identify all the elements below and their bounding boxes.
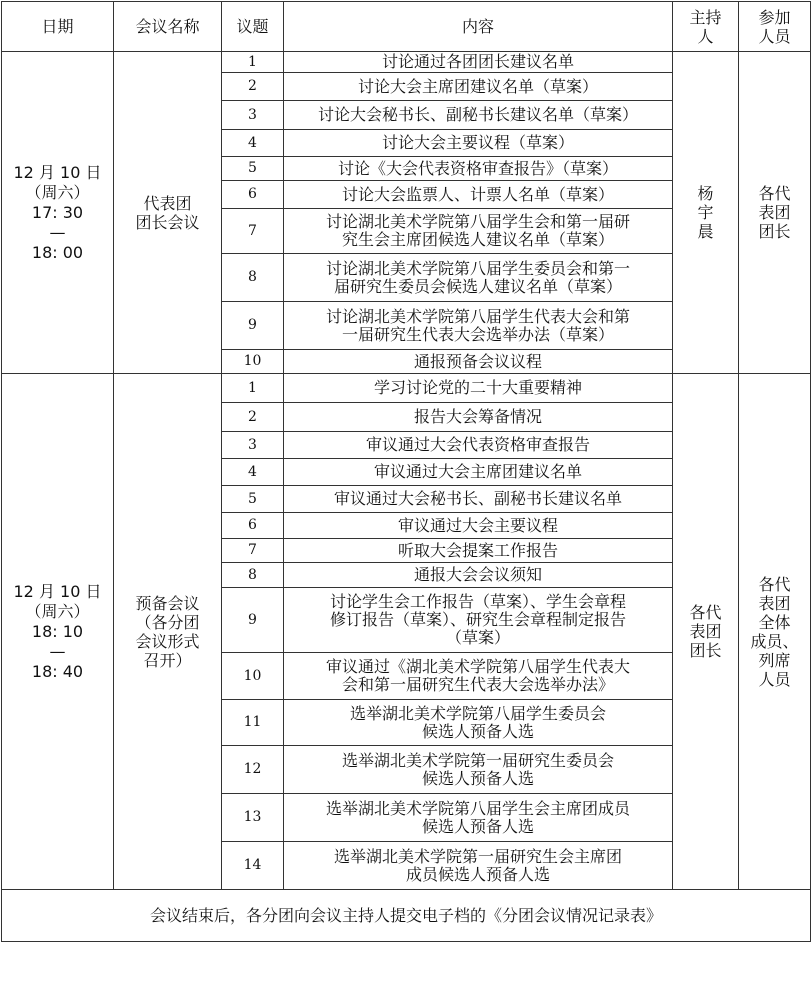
meeting-host: 杨 宇 晨	[673, 52, 739, 374]
topic-content: 讨论大会秘书长、副秘书长建议名单（草案）	[284, 101, 673, 130]
meeting-host: 各代 表团 团长	[673, 374, 739, 890]
topic-content: 审议通过大会主席团建议名单	[284, 459, 673, 486]
topic-number: 4	[222, 130, 284, 157]
topic-content: 讨论大会主席团建议名单（草案）	[284, 73, 673, 101]
header-attendees: 参加 人员	[739, 2, 811, 52]
topic-content: 讨论大会监票人、计票人名单（草案）	[284, 181, 673, 209]
topic-content: 讨论学生会工作报告（草案）、学生会章程 修订报告（草案）、研究生会章程制定报告 （草案）	[284, 588, 673, 653]
topic-content: 选举湖北美术学院第一届研究生会主席团 成员候选人预备人选	[284, 842, 673, 890]
topic-content: 审议通过大会秘书长、副秘书长建议名单	[284, 486, 673, 513]
topic-number: 3	[222, 101, 284, 130]
topic-number: 12	[222, 746, 284, 794]
topic-number: 6	[222, 181, 284, 209]
topic-content: 选举湖北美术学院第一届研究生委员会 候选人预备人选	[284, 746, 673, 794]
topic-content: 讨论湖北美术学院第八届学生会和第一届研 究生会主席团候选人建议名单（草案）	[284, 209, 673, 254]
header-date: 日期	[2, 2, 114, 52]
topic-number: 7	[222, 539, 284, 563]
table-row	[2, 374, 811, 403]
topic-content: 讨论通过各团团长建议名单	[284, 52, 673, 73]
topic-number: 4	[222, 459, 284, 486]
topic-content: 选举湖北美术学院第八届学生委员会 候选人预备人选	[284, 700, 673, 746]
topic-content: 通报预备会议议程	[284, 350, 673, 374]
topic-number: 9	[222, 588, 284, 653]
topic-number: 11	[222, 700, 284, 746]
topic-number: 5	[222, 157, 284, 181]
topic-content: 听取大会提案工作报告	[284, 539, 673, 563]
topic-content: 讨论湖北美术学院第八届学生代表大会和第 一届研究生代表大会选举办法（草案）	[284, 302, 673, 350]
header-host: 主持 人	[673, 2, 739, 52]
topic-number: 14	[222, 842, 284, 890]
topic-number: 6	[222, 513, 284, 539]
topic-number: 8	[222, 563, 284, 588]
topic-content: 选举湖北美术学院第八届学生会主席团成员 候选人预备人选	[284, 794, 673, 842]
topic-content: 学习讨论党的二十大重要精神	[284, 374, 673, 403]
topic-number: 10	[222, 350, 284, 374]
topic-number: 10	[222, 653, 284, 700]
meeting-attendees: 各代 表团 全体 成员、 列席 人员	[739, 374, 811, 890]
footer-note: 会议结束后，各分团向会议主持人提交电子档的《分团会议情况记录表》	[2, 890, 811, 942]
topic-content: 通报大会会议须知	[284, 563, 673, 588]
topic-number: 7	[222, 209, 284, 254]
topic-content: 审议通过《湖北美术学院第八届学生代表大 会和第一届研究生代表大会选举办法》	[284, 653, 673, 700]
topic-number: 8	[222, 254, 284, 302]
header-topic: 议题	[222, 2, 284, 52]
meeting-attendees: 各代 表团 团长	[739, 52, 811, 374]
footer-row	[2, 890, 811, 942]
meeting-date: 12 月 10 日 （周六） 17: 30 — 18: 00	[2, 52, 114, 374]
topic-number: 9	[222, 302, 284, 350]
meeting-date: 12 月 10 日 （周六） 18: 10 — 18: 40	[2, 374, 114, 890]
header-meeting-name: 会议名称	[114, 2, 222, 52]
topic-content: 审议通过大会代表资格审查报告	[284, 432, 673, 459]
meeting-name: 代表团 团长会议	[114, 52, 222, 374]
agenda-table	[1, 1, 811, 942]
topic-number: 2	[222, 73, 284, 101]
topic-number: 3	[222, 432, 284, 459]
topic-content: 讨论大会主要议程（草案）	[284, 130, 673, 157]
table-row	[2, 52, 811, 73]
header-row	[2, 2, 811, 52]
topic-number: 1	[222, 374, 284, 403]
topic-content: 报告大会筹备情况	[284, 403, 673, 432]
topic-number: 5	[222, 486, 284, 513]
topic-number: 13	[222, 794, 284, 842]
topic-content: 讨论《大会代表资格审查报告》（草案）	[284, 157, 673, 181]
header-content: 内容	[284, 2, 673, 52]
topic-content: 审议通过大会主要议程	[284, 513, 673, 539]
topic-number: 1	[222, 52, 284, 73]
topic-number: 2	[222, 403, 284, 432]
topic-content: 讨论湖北美术学院第八届学生委员会和第一 届研究生委员会候选人建议名单（草案）	[284, 254, 673, 302]
meeting-name: 预备会议 （各分团 会议形式 召开）	[114, 374, 222, 890]
